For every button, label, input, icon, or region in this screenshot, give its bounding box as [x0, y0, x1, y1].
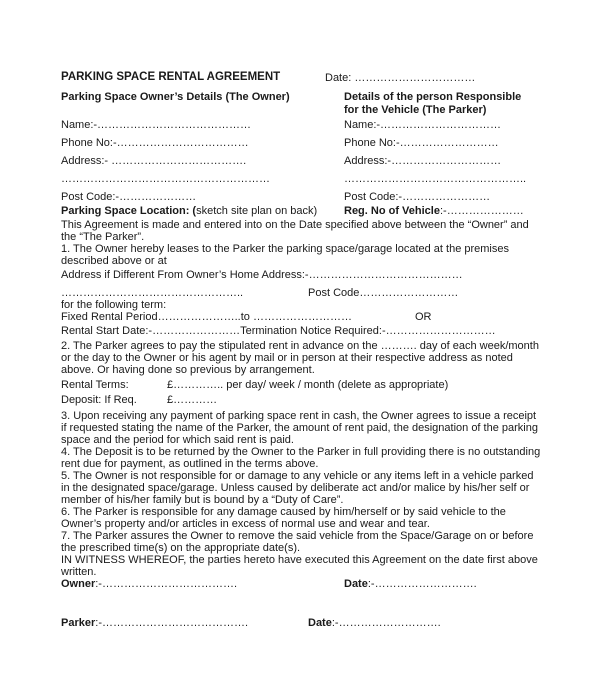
alt-address-line2-field[interactable]: ………………………………………….. — [61, 287, 244, 299]
clause-5: 5. The Owner is not responsible for or damage to any vehicle or any items left in a vehicle parked in the designated space/garage. Unless caused by deliberate act and/or malice by his/her self or member of his/her family but is bound by a “Duty of Care”. — [61, 470, 534, 506]
owner-signature-dots: :-………………………………. — [95, 578, 238, 590]
parker-signature-dots: :-…………………………………. — [95, 617, 249, 629]
intro-paragraph: This Agreement is made and entered into on the Date specified above between the “Owner” and the “The Parker”. — [61, 219, 529, 243]
clause-4: 4. The Deposit is to be returned by the Owner to the Parker in full providing there is no outstanding rent due for payment, as outlined in the terms above. — [61, 446, 541, 470]
parking-location-note: sketch site plan on back) — [196, 205, 318, 217]
clause-2: 2. The Parker agrees to pay the stipulated rent in advance on the ………. day of each week/month or the day to the Owner or his agent by mail or in person at their respective address as noted above. Or having done so previous by arrangement. — [61, 340, 539, 376]
document-title: PARKING SPACE RENTAL AGREEMENT — [61, 71, 281, 83]
parker-date-label: Date — [308, 617, 332, 629]
vehicle-reg-label: Reg. No of Vehicle — [344, 205, 440, 217]
parker-section-heading-line2: for the Vehicle (The Parker) — [344, 104, 487, 116]
term-intro: for the following term: — [61, 299, 167, 311]
owner-address-field[interactable]: Address:- ………………………………. — [61, 155, 247, 167]
owner-postcode-field[interactable]: Post Code:-………………… — [61, 191, 197, 203]
parker-name-field[interactable]: Name:-…………………………… — [344, 119, 502, 131]
agreement-date-field[interactable]: Date: …………………………… — [325, 72, 476, 84]
parker-date-dots: :-………………………. — [331, 617, 441, 629]
owner-name-field[interactable]: Name:-…………………………………… — [61, 119, 252, 131]
parker-phone-field[interactable]: Phone No:-……………………… — [344, 137, 499, 149]
rental-start-date-field[interactable]: Rental Start Date:-……………………Termination Notice Required:-………………………… — [61, 325, 496, 337]
parker-address-line2-field[interactable]: ………………………………………….. — [344, 173, 527, 185]
deposit-field[interactable]: £………… — [167, 394, 218, 406]
fixed-rental-period-field[interactable]: Fixed Rental Period…………………..to ……………………… — [61, 311, 352, 323]
parker-postcode-field[interactable]: Post Code:-…………………… — [344, 191, 491, 203]
parking-location-label — [61, 205, 317, 217]
parker-address-field[interactable]: Address:-………………………… — [344, 155, 502, 167]
clause-3: 3. Upon receiving any payment of parking space rent in cash, the Owner agrees to issue a receipt if requested stating the name of the Parker, the amount of rent paid, the designation of the parking space and the period for which said rent is paid. — [61, 410, 538, 446]
parker-date-field[interactable] — [308, 617, 441, 629]
parker-signature-label: Parker — [61, 617, 96, 629]
alt-postcode-field[interactable]: Post Code……………………… — [308, 287, 459, 299]
owner-address-line2-field[interactable]: ………………………………………………… — [61, 173, 270, 185]
clause-7: 7. The Parker assures the Owner to remove the said vehicle from the Space/Garage on or before the prescribed time(s) on the appropriate date(s). — [61, 530, 534, 554]
alt-address-field[interactable]: Address if Different From Owner’s Home Address:-…………………………………… — [61, 269, 463, 281]
owner-date-label: Date — [344, 578, 368, 590]
or-label: OR — [415, 311, 432, 323]
parker-signature-field[interactable] — [61, 617, 248, 629]
owner-date-field[interactable] — [344, 578, 477, 590]
clause-6: 6. The Parker is responsible for any damage caused by him/herself or by said vehicle to the Owner’s property and/or articles in excess of normal use and wear and tear. — [61, 506, 506, 530]
vehicle-reg-dots: :-………………… — [439, 205, 524, 217]
owner-signature-label: Owner — [61, 578, 96, 590]
parking-location-title: Parking Space Location: ( — [61, 205, 197, 217]
owner-signature-field[interactable] — [61, 578, 237, 590]
owner-phone-field[interactable]: Phone No:-……………………………… — [61, 137, 249, 149]
rental-terms-field[interactable]: £………….. per day/ week / month (delete as appropriate) — [167, 379, 449, 391]
owner-date-dots: :-………………………. — [367, 578, 477, 590]
vehicle-reg-field[interactable] — [344, 205, 524, 217]
clause-1: 1. The Owner hereby leases to the Parker the parking space/garage located at the premises described above or at — [61, 243, 509, 267]
rental-terms-label: Rental Terms: — [61, 379, 129, 391]
parker-section-heading-line1: Details of the person Responsible — [344, 91, 522, 103]
owner-section-heading: Parking Space Owner’s Details (The Owner) — [61, 91, 290, 103]
witness-clause: IN WITNESS WHEREOF, the parties hereto have executed this Agreement on the date first above written. — [61, 554, 538, 578]
deposit-label: Deposit: If Req. — [61, 394, 137, 406]
